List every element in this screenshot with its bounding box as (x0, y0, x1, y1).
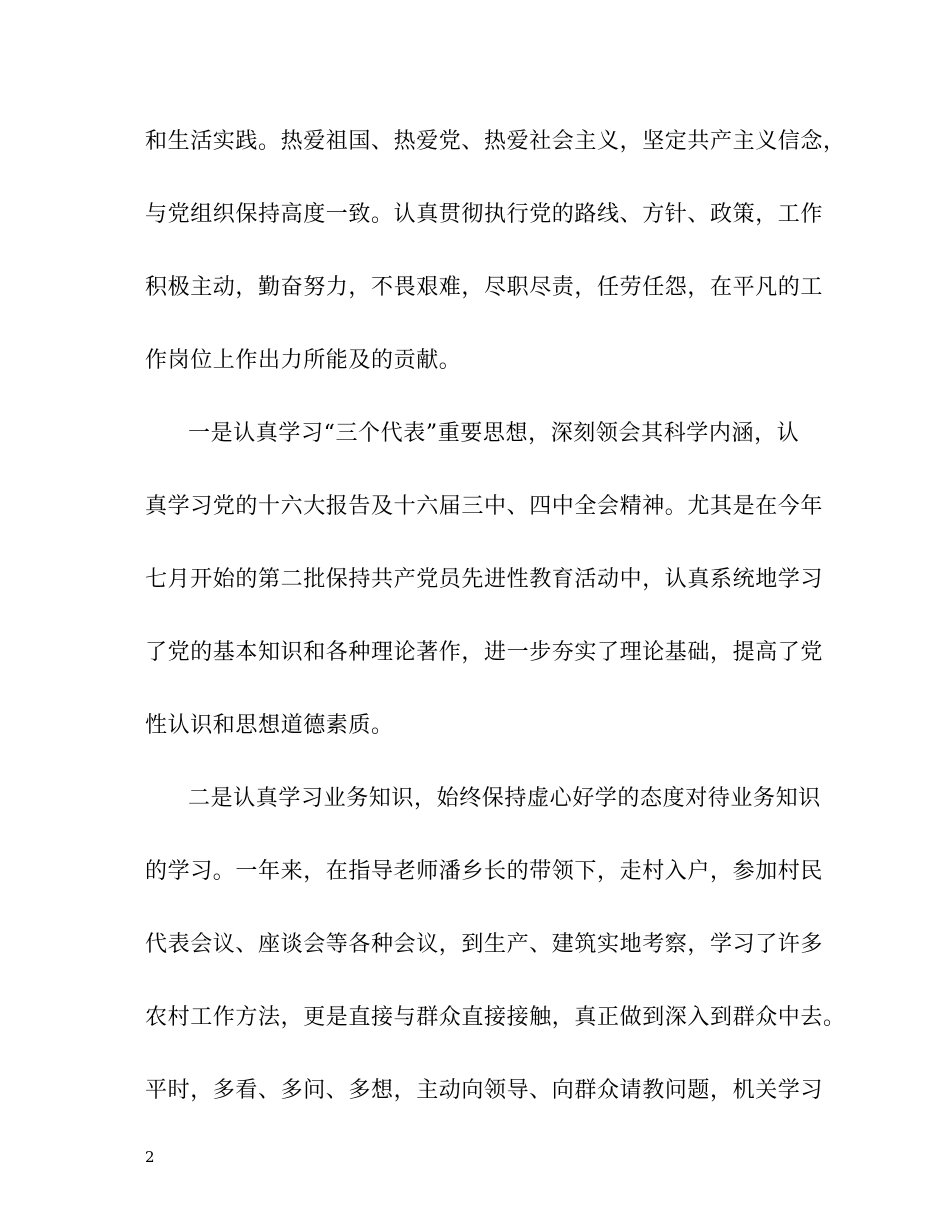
paragraph-first-line: 二是认真学习业务知识，始终保持虚心好学的态度对待业务知识 (188, 786, 821, 811)
text-line: 七月开始的第二批保持共产党员先进性教育活动中，认真系统地学习 (145, 567, 824, 592)
text-line: 的学习。一年来，在指导老师潘乡长的带领下，走村入户，参加村民 (145, 859, 824, 884)
text-line: 平时，多看、多问、多想，主动向领导、向群众请教问题，机关学习 (145, 1078, 824, 1103)
text-line: 真学习党的十六大报告及十六届三中、四中全会精神。尤其是在今年 (145, 494, 824, 519)
text-line: 与党组织保持高度一致。认真贯彻执行党的路线、方针、政策，工作 (145, 202, 824, 227)
text-line: 代表会议、座谈会等各种会议，到生产、建筑实地考察，学习了许多 (145, 932, 824, 957)
text-line: 了党的基本知识和各种理论著作，进一步夯实了理论基础，提高了党 (145, 640, 824, 665)
text-line: 性认识和思想道德素质。 (145, 713, 394, 738)
text-line: 农村工作方法，更是直接与群众直接接触，真正做到深入到群众中去。 (145, 1005, 846, 1030)
page-number: 2 (145, 1148, 155, 1166)
text-line: 积极主动，勤奋努力，不畏艰难，尽职尽责，任劳任怨，在平凡的工 (145, 275, 824, 300)
paragraph-first-line: 一是认真学习“三个代表”重要思想，深刻领会其科学内涵，认 (188, 421, 800, 446)
text-line: 和生活实践。热爱祖国、热爱党、热爱社会主义，坚定共产主义信念， (145, 129, 846, 154)
text-line: 作岗位上作出力所能及的贡献。 (145, 348, 462, 373)
